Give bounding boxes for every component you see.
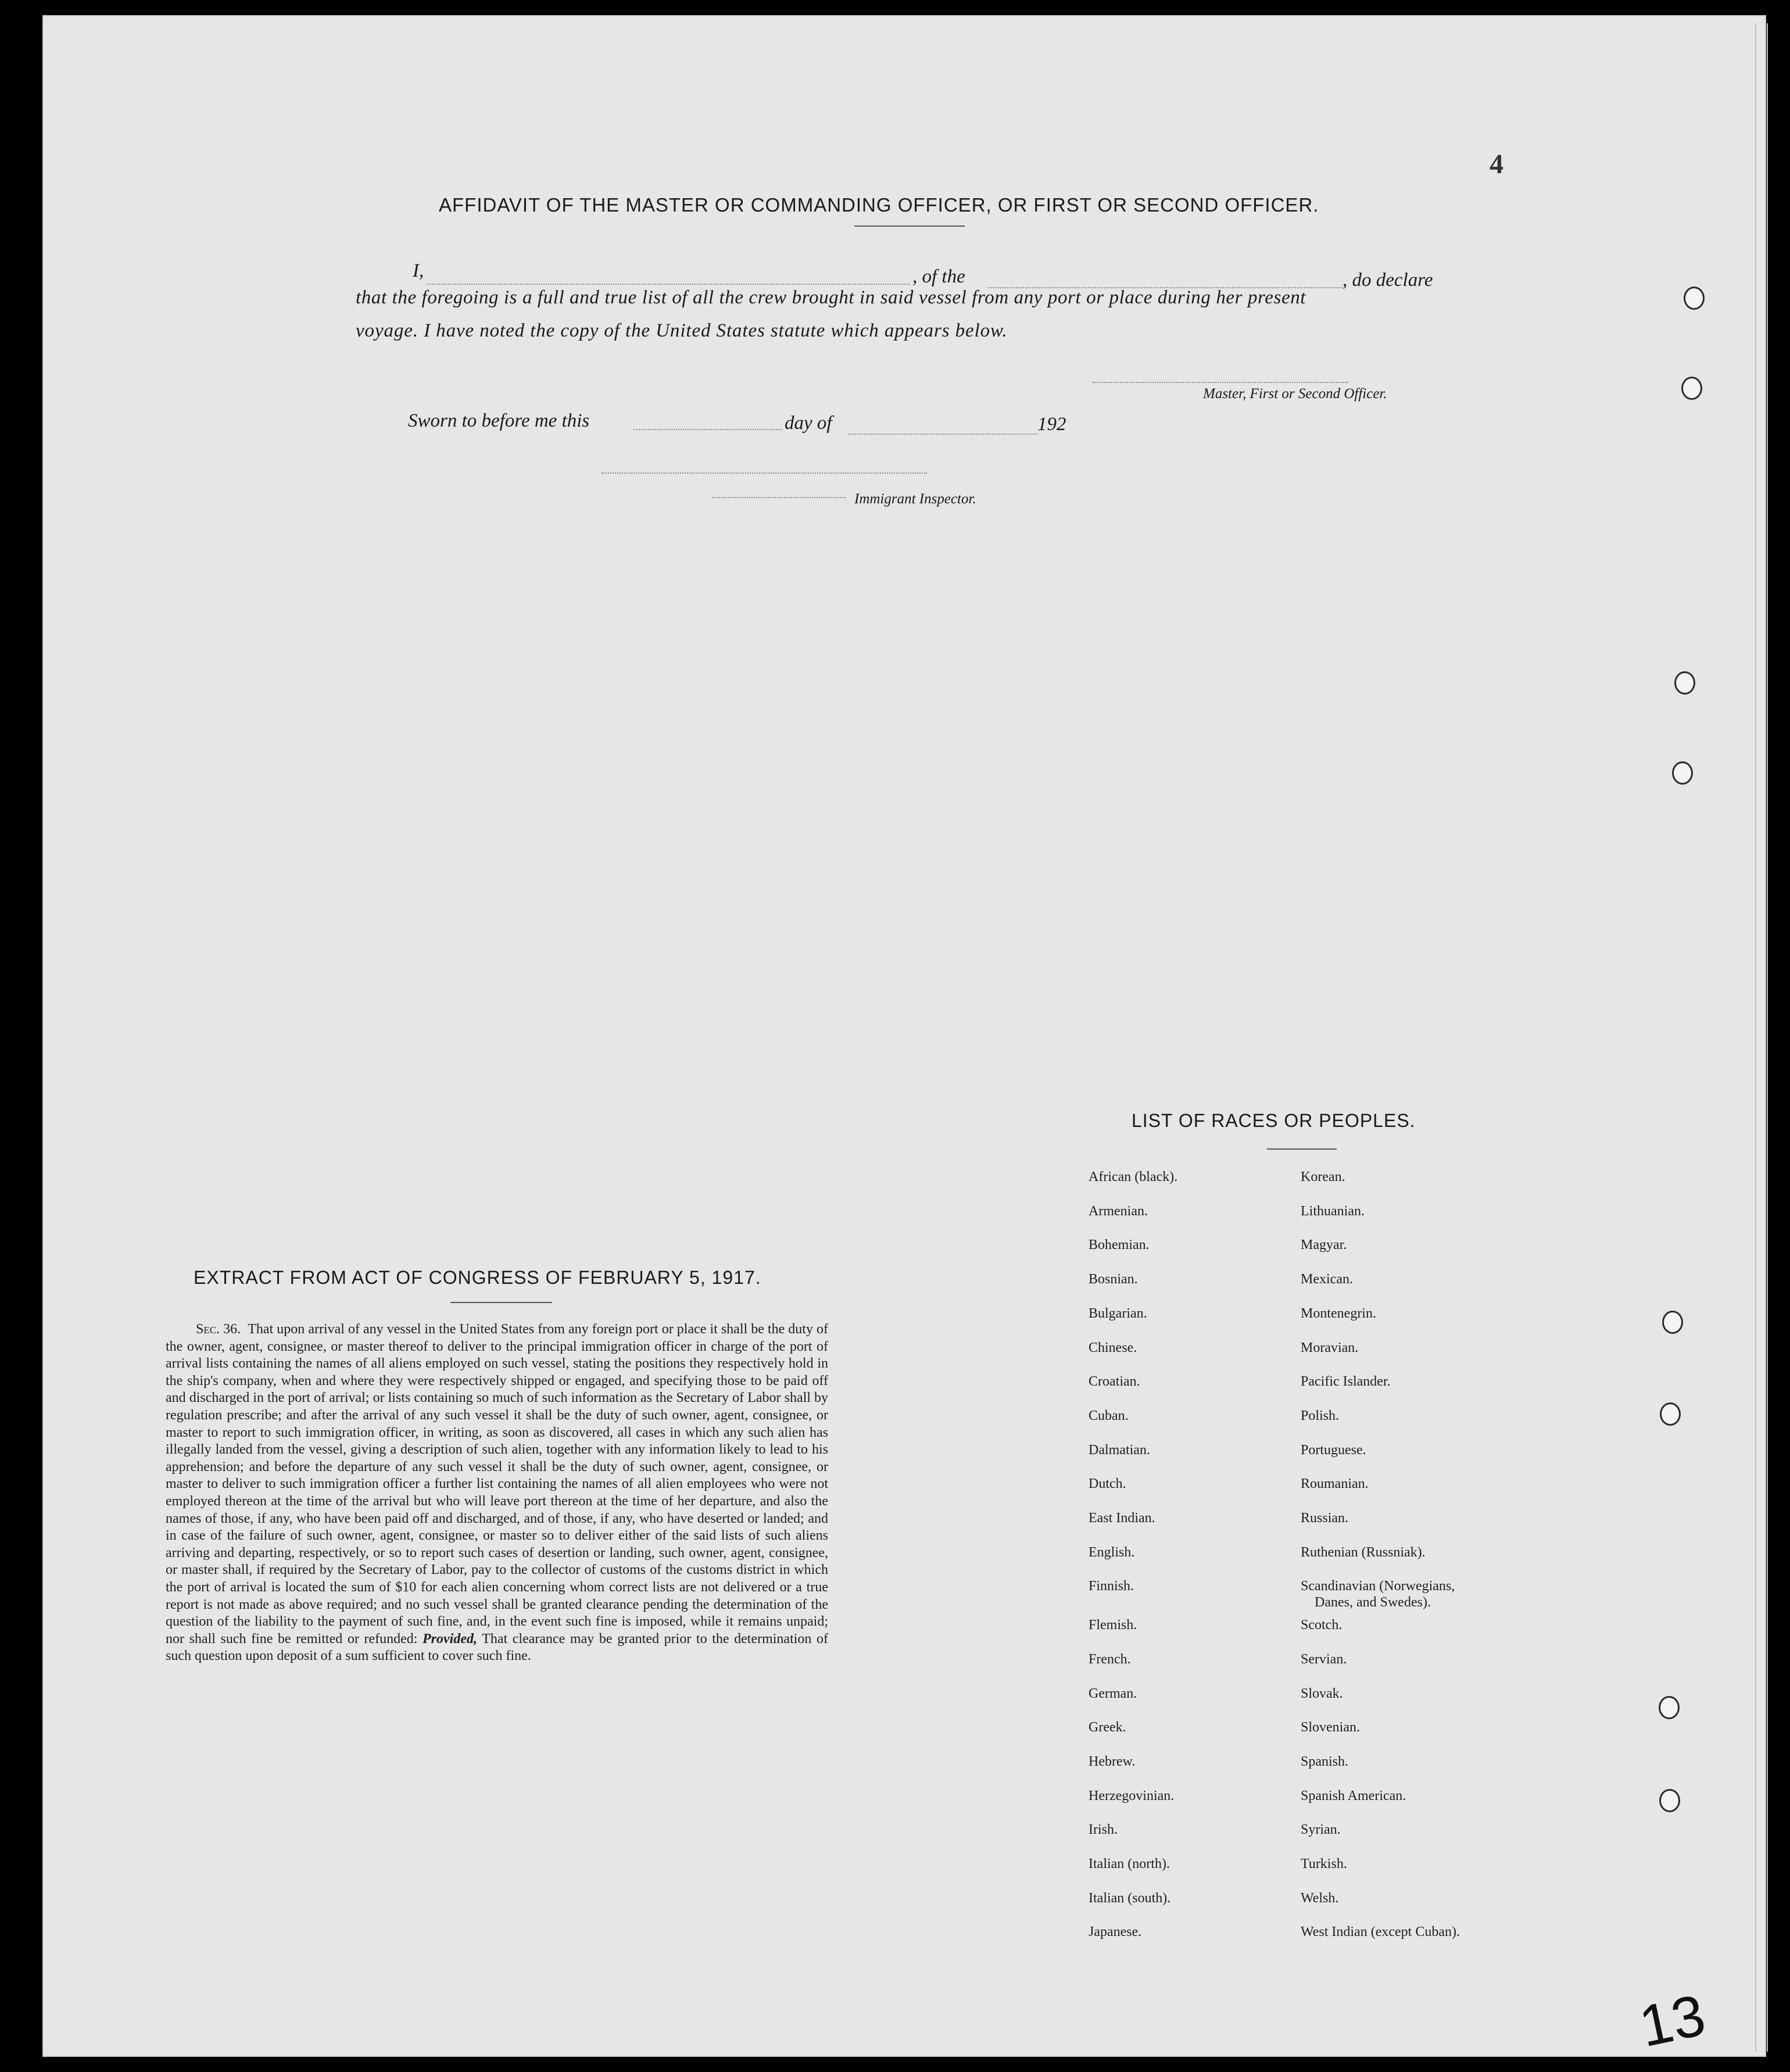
- race-item: Lithuanian.: [1301, 1203, 1365, 1219]
- race-item: Spanish American.: [1301, 1788, 1406, 1803]
- race-item: Ruthenian (Russniak).: [1301, 1544, 1426, 1560]
- page-edge: [1767, 23, 1768, 2052]
- race-item: Polish.: [1301, 1408, 1340, 1423]
- race-item: Spanish.: [1301, 1753, 1349, 1769]
- affidavit-heading-rule: [854, 226, 965, 227]
- race-item: Korean.: [1301, 1169, 1345, 1184]
- race-item: Bulgarian.: [1089, 1305, 1147, 1321]
- race-item: Slovak.: [1301, 1685, 1343, 1701]
- inspector-label: Immigrant Inspector.: [854, 491, 976, 507]
- binder-hole: [1662, 1311, 1683, 1334]
- race-item: Syrian.: [1301, 1822, 1341, 1838]
- race-item: Chinese.: [1089, 1340, 1137, 1355]
- binder-hole: [1681, 377, 1702, 400]
- affidavit-of-the: , of the: [912, 266, 965, 287]
- race-item: Moravian.: [1301, 1340, 1359, 1355]
- inspector-signature-line-2: [712, 497, 846, 498]
- races-heading-rule: [1267, 1148, 1337, 1150]
- race-item: Servian.: [1301, 1651, 1347, 1667]
- page-edge: [1755, 23, 1756, 2052]
- race-item: Dutch.: [1089, 1476, 1126, 1492]
- race-item: Japanese.: [1089, 1924, 1142, 1940]
- race-item: English.: [1089, 1544, 1135, 1560]
- race-item: Bohemian.: [1089, 1237, 1150, 1253]
- race-item: African (black).: [1089, 1169, 1178, 1184]
- race-item: Italian (north).: [1089, 1856, 1170, 1871]
- affidavit-heading: AFFIDAVIT OF THE MASTER OR COMMANDING OFFICER, OR FIRST OR SECOND OFFICER.: [439, 194, 1319, 216]
- sworn-label: Sworn to before me this: [408, 410, 590, 431]
- race-item: Dalmatian.: [1089, 1442, 1150, 1458]
- page-number: 13: [1634, 1982, 1711, 2060]
- race-item: Magyar.: [1301, 1237, 1347, 1253]
- race-item: West Indian (except Cuban).: [1301, 1924, 1460, 1940]
- race-item: Mexican.: [1301, 1272, 1353, 1287]
- master-signature-line[interactable]: [1093, 382, 1348, 383]
- race-item: Bosnian.: [1089, 1272, 1138, 1287]
- race-item: Flemish.: [1089, 1617, 1137, 1633]
- race-item: Turkish.: [1301, 1856, 1347, 1871]
- name-line[interactable]: [427, 284, 910, 285]
- race-item: Armenian.: [1089, 1203, 1148, 1219]
- affidavit-do-declare: , do declare: [1343, 270, 1433, 291]
- race-item: Herzegovinian.: [1089, 1788, 1175, 1803]
- corner-mark: 4: [1490, 149, 1503, 180]
- race-item: Welsh.: [1301, 1890, 1339, 1906]
- provided-keyword: Provided,: [423, 1631, 477, 1647]
- race-item: Pacific Islander.: [1301, 1374, 1391, 1390]
- extract-heading-rule: [450, 1302, 552, 1303]
- affidavit-line-3: voyage. I have noted the copy of the United States statute which appears below.: [356, 320, 1008, 341]
- day-line[interactable]: [633, 429, 782, 430]
- race-item: Montenegrin.: [1301, 1305, 1376, 1321]
- year-label: 192: [1037, 414, 1066, 435]
- binder-hole: [1659, 1789, 1680, 1812]
- race-item: Italian (south).: [1089, 1890, 1171, 1906]
- inspector-signature-line[interactable]: [602, 473, 927, 474]
- section-label: Sec. 36.: [196, 1322, 241, 1337]
- affidavit-line-2: that the foregoing is a full and true list of all the crew brought in said vessel from any port or place during her present: [356, 287, 1306, 308]
- race-item: Croatian.: [1089, 1374, 1140, 1390]
- affidavit-i-label: I,: [413, 260, 424, 281]
- master-signature-label: Master, First or Second Officer.: [1203, 386, 1387, 402]
- binder-hole: [1660, 1402, 1681, 1426]
- race-item: Portuguese.: [1301, 1442, 1366, 1458]
- binder-hole: [1684, 287, 1705, 310]
- race-item: Roumanian.: [1301, 1476, 1369, 1492]
- race-item: Cuban.: [1089, 1408, 1129, 1423]
- extract-heading: EXTRACT FROM ACT OF CONGRESS OF FEBRUARY 5, 1917.: [194, 1267, 761, 1288]
- race-item: Hebrew.: [1089, 1753, 1136, 1769]
- act-section-text: [166, 1321, 828, 1665]
- race-item-continuation: Danes, and Swedes).: [1315, 1595, 1431, 1610]
- month-line[interactable]: [849, 434, 1037, 435]
- races-heading: LIST OF RACES OR PEOPLES.: [1132, 1110, 1416, 1131]
- binder-hole: [1672, 761, 1693, 785]
- binder-hole: [1674, 671, 1695, 695]
- section-body-end: That clearance may be granted prior to the determination of such question upon deposit of a sum sufficient to cover such fine.: [166, 1631, 828, 1664]
- race-item: Finnish.: [1089, 1579, 1134, 1594]
- race-item: Russian.: [1301, 1511, 1349, 1526]
- race-item: Scandinavian (Norwegians,: [1301, 1579, 1455, 1594]
- race-item: French.: [1089, 1651, 1131, 1667]
- section-body: That upon arrival of any vessel in the United States from any foreign port or place it shall be the duty of the owner, agent, consignee, or master thereof to deliver to the principal immigration officer in charge of the port of arrival lists containing the names of all aliens employed on such vessel, stating the positions they respectively hold in the ship's company, when and where they were respectively shipped or engaged, and specifying those to be paid off and discharged in the port of arrival; or lists containing so much of such information as the Secretary of Labor shall by regulation prescribe; and after the arrival of any such vessel it shall be the duty of such owner, agent, consignee, or master to report to such immigration officer, in writing, as soon as discovered, all cases in which any such alien has illegally landed from the vessel, giving a description of such alien, together with any information likely to lead to his apprehension; and before the departure of any such vessel it shall be the duty of such owner, agent, consignee, or master to deliver to such immigration officer a further list containing the names of all alien employees who were not employed thereon at the time of the arrival but who will leave port thereon at the time of her departure, and also the names of those, if any, who have been paid off and discharged, and of those, if any, who have deserted or landed; and in case of the failure of such owner, agent, consignee, or master so to deliver either of the said lists of such aliens arriving and departing, respectively, or so to report such cases of desertion or landing, such owner, agent, consignee, or master shall, if required by the Secretary of Labor, pay to the collector of customs of the customs district in which the port of arrival is located the sum of $10 for each alien concerning whom correct lists are not delivered or a true report is not made as above required; and no such vessel shall be granted clearance pending the determination of the question of the liability to the payment of such fine, and, in the event such fine is imposed, while it remains unpaid; nor shall such fine be remitted or refunded:: [166, 1322, 828, 1647]
- race-item: Greek.: [1089, 1720, 1126, 1735]
- race-item: Scotch.: [1301, 1617, 1343, 1633]
- binder-hole: [1659, 1696, 1680, 1719]
- day-of-label: day of: [785, 413, 832, 434]
- race-item: East Indian.: [1089, 1511, 1155, 1526]
- race-item: Irish.: [1089, 1822, 1118, 1838]
- race-item: German.: [1089, 1685, 1137, 1701]
- race-item: Slovenian.: [1301, 1720, 1360, 1735]
